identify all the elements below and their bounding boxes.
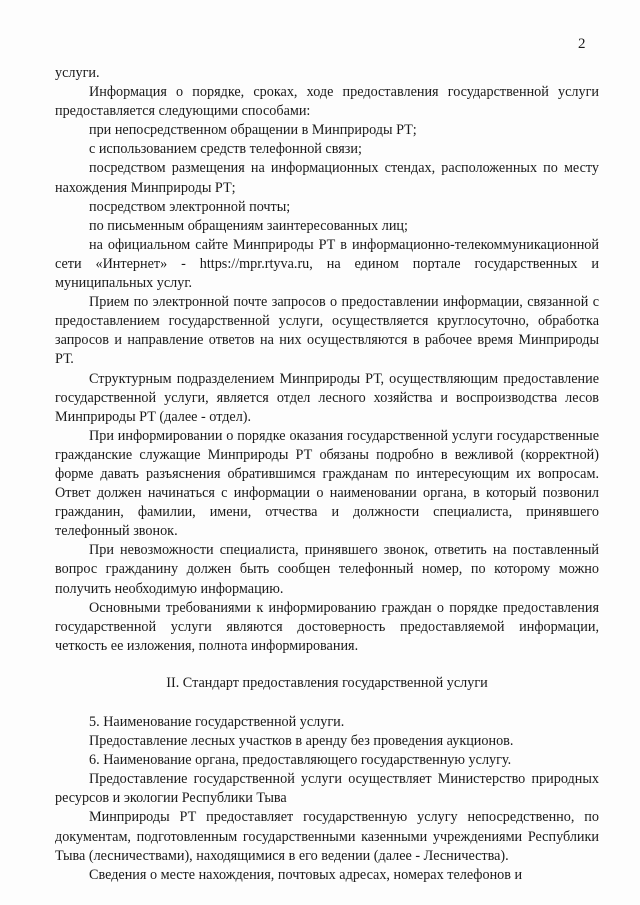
page-number: 2 [578,36,586,52]
paragraph: Сведения о месте нахождения, почтовых адресах, номерах телефонов и [89,866,523,883]
paragraph: При информировании о порядке оказания государственной услуги государственные гражданские служащие Минприроды РТ обязаны подробно в вежливой (корректной) форме давать разъяснения обратившимся гражданам по интересующим их вопросам. Ответ должен начинаться с информации о наименовании органа, в который позвонил гражданин, фамилии, имени, отчества и должности специалиста, принявшего телефонный звонок. [55,427,599,540]
paragraph: Предоставление государственной услуги осуществляет Министерство природных ресурсов и экологии Республики Тыва [55,771,599,807]
paragraph: Предоставление лесных участков в аренду без проведения аукционов. [89,733,514,750]
clause-heading: 6. Наименование органа, предоставляющего государственную услугу. [89,752,512,769]
paragraph: Минприроды РТ предоставляет государственную услугу непосредственно, по документам, подготовленным государственными казенными учреждениями Республики Тыва (лесничествами), находящимися в его ведении (далее - Лесничества). [55,809,599,864]
list-item: посредством размещения на информационных стендах, расположенных по месту нахождения Минприроды РТ; [55,160,599,196]
list-item: посредством электронной почты; [89,198,291,215]
paragraph: Информация о порядке, сроках, ходе предоставления государственной услуги предоставляется следующими способами: [55,84,599,120]
paragraph: Прием по электронной почте запросов о предоставлении информации, связанной с предоставлением государственной услуги, осуществляется круглосуточно, обработка запросов и направление ответов на них осуществляются в рабочее время Минприроды РТ. [55,294,599,368]
paragraph: Основными требованиями к информированию граждан о порядке предоставления государственной услуги являются достоверность предоставляемой информации, четкость ее изложения, полнота информирования. [55,599,599,654]
list-item: на официальном сайте Минприроды РТ в информационно-телекоммуникационной сети «Интернет» - https://mpr.rtyva.ru, на едином портале государственных и муниципальных услуг. [55,236,599,292]
list-item: с использованием средств телефонной связи; [89,141,362,158]
list-item: по письменным обращениям заинтересованных лиц; [89,217,408,234]
paragraph: услуги. [55,65,100,81]
list-item: при непосредственном обращении в Минприроды РТ; [89,122,417,139]
section-heading: II. Стандарт предоставления государственной услуги [166,674,488,691]
paragraph: При невозможности специалиста, принявшего звонок, ответить на поставленный вопрос гражданину должен быть сообщен телефонный номер, по которому можно получить необходимую информацию. [55,542,599,597]
paragraph: Структурным подразделением Минприроды РТ, осуществляющим предоставление государственной услуги, является отдел лесного хозяйства и воспроизводства лесов Минприроды РТ (далее - отдел). [55,370,599,425]
document-body [55,64,599,885]
clause-heading: 5. Наименование государственной услуги. [89,714,345,730]
